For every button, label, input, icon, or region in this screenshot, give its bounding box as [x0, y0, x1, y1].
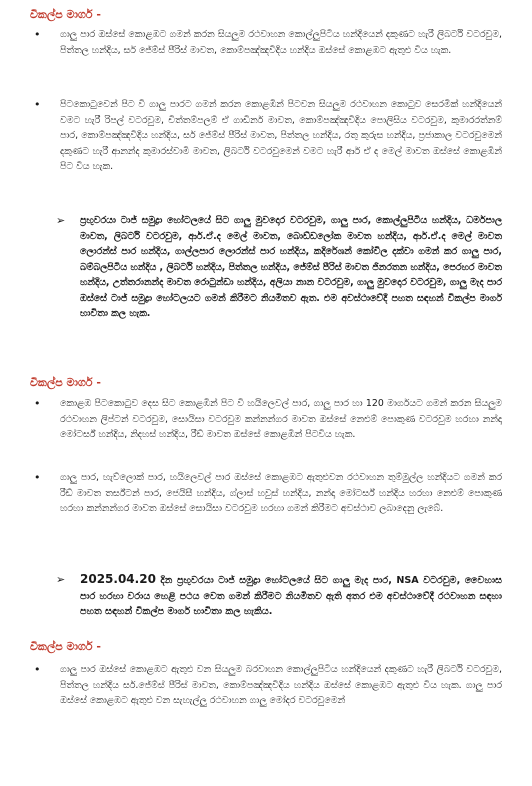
section-heading-alternate-routes-2: විකල්ප මාර්ග -	[30, 376, 101, 389]
arrow-paragraph-date: 2025.04.20	[80, 572, 156, 586]
bullet-text-5: ගාලු පාර ඔස්සේ කොළඹට ඇතුළු වන සියලුම බරවාහන කොල්ලුපිටිය හන්දියෙන් දකුණට හැරී ලිබර්ටි වටරවුම, පිත්තල හන්දිය සර්.ජේම්ස් පීරිස් මාවත, කොම්පඤ්ඤවීදිය හන්දිය ඔස්සේ කොළඹට ඇතුළු විය හැක. ගාලු පාර ඔස්සේ කොළඹට ඇතුළු වන සැහැල්ලු රථවාහන ගාලු මෝදර වටරවුමෙන්	[60, 664, 502, 706]
bullet-icon: •	[34, 397, 41, 410]
bullet-icon: •	[34, 98, 41, 111]
arrow-paragraph-2	[80, 572, 502, 620]
bullet-text-1: ගාලු පාර ඔස්සේ කොළඹට ගමන් කරන සියලුම රථවාහන කොල්ලුපිටිය හන්දියෙන් දකුණට හැරී ලිබර්ටි වටරවුම, පිත්තල හන්දිය, සර් ජේම්ස් පීරිස් මාවත, කොම්පඤ්ඤවීදිය හන්දිය ඔස්සේ කොළඹට ඇතුළු විය හැක.	[60, 29, 502, 56]
bullet-icon: •	[34, 663, 41, 676]
bullet-text-2: පිටකොටුවෙන් පිට වී ගාලු පාරට ගමන් කරන කොළඹින් පිටවන සියලුම රථවාහන කොටුව සෙරමික් හන්දියෙන් වමට හැරී රිපල් වටරවුම, චිත්තම්පලම් ඒ ගාඩිනර් මාවත, කොම්පඤ්ඤවීදිය පොලිසිය වටරවුම, කුමාරරත්නම් පාර, කොම්පඤ්ඤවීදිය හන්දිය, සර් ජේම්ස් පීරිස් මාවත, පිත්තල හන්දිය, රතු කුරුස හන්දිය, ප්‍රජාකාල වටරවුමෙන් දකුණට හැරී ආනන්ද කුමාරස්වාමි මාවත, ලිබර්ටි වටරවුමෙන් වමට හැරී ආර් ඒ ද මෙල් මාවත ඔස්සේ කොළඹින් පිට විය හැක.	[60, 99, 502, 172]
arrow-paragraph-1: ප්‍රභුවරයා ටාජ් සමුද්‍රා හෝටලයේ සිට ගාලු මුවදොර වටරවුම, ගාලු පාර, කොල්ලුපිටිය හන්දිය, ධර්මපාල මාවත, ලිබර්ටි වටරවුම, ආර්.ඒ.ද මෙල් මාවත, බොඩ්ඩලෝක මාවත හන්දිය, ආර්.ඒ.ද මෙල් මාවත ලොරන්ස් පාර හන්දිය, ගාල්ලපාර ලොරන්ස් පාර හන්දිය, කදිරේශන් කෝවිල දක්වා ගමන් කර ගාලු පාර, බම්බලපිටිය හන්දිය , ලිබර්ටි හන්දිය, පිත්තල හන්දිය, ජේම්ස් පීරිස් මාවත ජිනරතන හන්දිය, පෙරහර මාවත හන්දිය, උත්තරානන්ද මාවත රොටුන්ඩා හන්දිය, අලියා නාන වටරවුම, ගාලු මුවදොර වටරවුම, ගාලු මැද පාර ඔස්සේ ටාජ් සමුද්‍රා හෝටලයට ගමන් කිරීමට නියමිතව ඇත. එම අවස්ථාවේදී පහත සඳහන් විකල්ප මාර්ග භාවිතා කල හැක.	[80, 215, 502, 319]
arrow-bullet-icon: ➢	[56, 573, 66, 586]
section-heading-alternate-routes-3: විකල්ප මාර්ග -	[30, 640, 101, 653]
bullet-icon: •	[34, 28, 41, 41]
section-heading-alternate-routes-1: විකල්ප මාර්ග -	[30, 8, 101, 21]
arrow-paragraph-2-text: දින ප්‍රභුවරයා ටාජ් සමුද්‍රා හෝටලයේ සිට ගාලු මැද පාර, NSA වටරවුම, වෛහාස පාර හරහා වරාය හෙළි පථය වෙත ගමන් කිරීමට නියමිතව ඇති අතර එම අවස්ථාවේදී රථවාහන සඳහා පහත සඳහන් විකල්ප මාර්ග භාවිතා කල හැකිය.	[80, 575, 502, 617]
arrow-bullet-icon: ➢	[56, 214, 66, 227]
bullet-text-4: ගාලු පාර, හැව්ලොක් පාර, හයිලෙවල් පාර ඔස්සේ කොළඹට ඇතුළුවන රථවාහන තුම්මුල්ල හන්දියට ගමන් කර රීඩ් මාවත තර්ස්ටන් පාර, ජෙයිසී හන්දිය, ග්ලාස් හවුස් හන්දිය, නන්දා මෝටර්ස් හන්දිය හරහා නෙළුම් පොකුණ හරහා කන්නන්ගර මාවත ඔස්සේ සොයිසා වටරවුම හරහා ගමන් කිරීමට අවස්ථාව ලබාදෙනු ලැබේ.	[60, 472, 502, 514]
bullet-icon: •	[34, 471, 41, 484]
bullet-text-3: කොළඹ පිටකොටුව දෙස සිට කොළඹින් පිට වී හයිලෙවල් පාර, ගාලු පාර හා 120 මාර්ගයට ගමන් කරන සියලුම රථවාහන ලිප්ටන් වටරවුම, සොයිසා වටරවුම කන්නන්ගර මාවත ඔස්සේ නෙළුම් පොකුණ වටරවුම හරහා නන්දා මෝටර්ස් හන්දිය, නිදහස් හන්දිය, රීඩ් මාවත ඔස්සේ කොළඹින් පිටවිය හැක.	[60, 398, 502, 440]
